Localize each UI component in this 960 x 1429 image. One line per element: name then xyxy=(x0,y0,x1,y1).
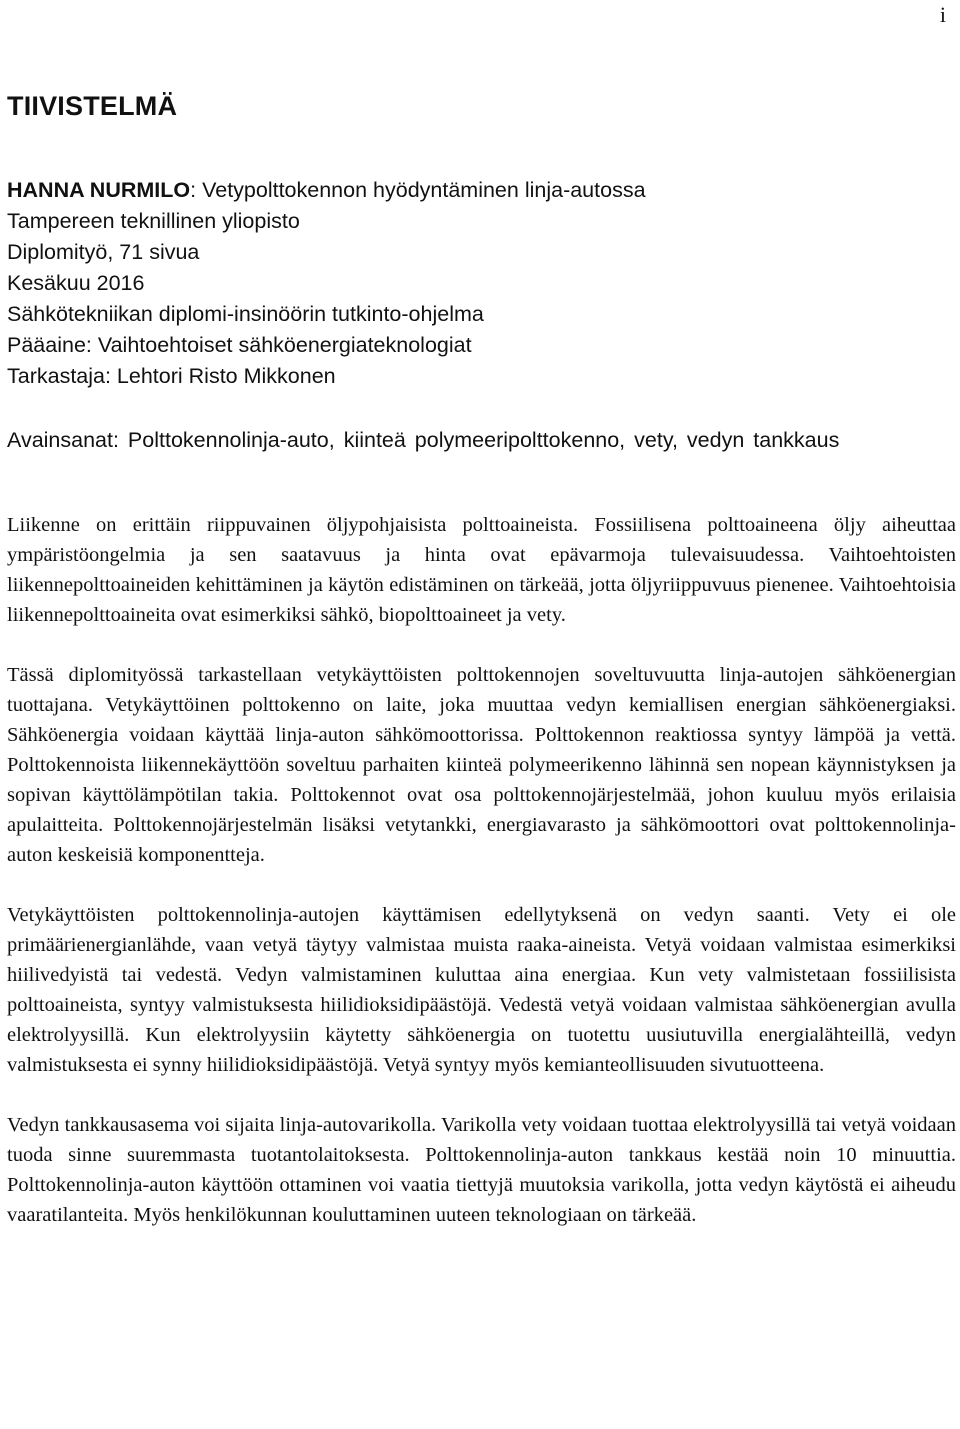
abstract-paragraph: Tässä diplomityössä tarkastellaan vetykäyttöisten polttokennojen soveltuvuutta linja-autojen sähköenergian tuottajana. Vetykäyttöinen polttokenno on laite, joka muuttaa vedyn kemiallisen energian sähköenergiaksi. Sähköenergia voidaan käyttää linja-auton sähkömoottorissa. Polttokennon reaktiossa syntyy lämpöä ja vettä. Polttokennoista liikennekäyttöön soveltuu parhaiten kiinteä polymeerikenno lähinnä sen nopean käynnistyksen ja sopivan käyttölämpötilan takia. Polttokennot ovat osa polttokennojärjestelmää, johon kuuluu myös erilaisia apulaitteita. Polttokennojärjestelmän lisäksi vetytankki, energiavarasto ja sähkömoottori ovat polttokennolinja-auton keskeisiä komponentteja. xyxy=(7,664,956,866)
author-line xyxy=(7,175,956,206)
thesis-type: Diplomityö, 71 sivua xyxy=(7,240,200,264)
major-subject: Pääaine: Vaihtoehtoiset sähköenergiateknologiat xyxy=(7,333,472,357)
abstract-paragraph: Vedyn tankkausasema voi sijaita linja-autovarikolla. Varikolla vety voidaan tuottaa elektrolyysillä tai vetyä voidaan tuoda sinne suuremmasta tuotantolaitoksesta. Polttokennolinja-auton tankkaus kestää noin 10 minuuttia. Polttokennolinja-auton käyttöön ottaminen voi vaatia tiettyjä muutoksia varikolla, jotta vedyn käytöstä ei aiheudu vaaratilanteita. Myös henkilökunnan kouluttaminen uuteen teknologiaan on tärkeää. xyxy=(7,1114,956,1226)
degree-programme: Sähkötekniikan diplomi-insinöörin tutkinto-ohjelma xyxy=(7,302,484,326)
page-number: i xyxy=(939,2,946,27)
page-title: TIIVISTELMÄ xyxy=(7,91,178,121)
thesis-title: : Vetypolttokennon hyödyntäminen linja-autossa xyxy=(190,178,646,202)
thesis-date: Kesäkuu 2016 xyxy=(7,271,145,295)
abstract-paragraph: Liikenne on erittäin riippuvainen öljypohjaisista polttoaineista. Fossiilisena polttoaineena öljy aiheuttaa ympäristöongelmia ja sen saatavuus ja hinta ovat epävarmoja tulevaisuudessa. Vaihtoehtoisten liikennepolttoaineiden kehittäminen ja käytön edistäminen on tärkeää, jotta öljyriippuvuus pienenee. Vaihtoehtoisia liikennepolttoaineita ovat esimerkiksi sähkö, biopolttoaineet ja vety. xyxy=(7,514,956,626)
keywords: Avainsanat: Polttokennolinja-auto, kiinteä polymeeripolttokenno, vety, vedyn tankkaus xyxy=(7,428,840,452)
abstract-text xyxy=(7,510,956,1260)
examiner: Tarkastaja: Lehtori Risto Mikkonen xyxy=(7,364,336,388)
abstract-paragraph: Vetykäyttöisten polttokennolinja-autojen käyttämisen edellytyksenä on vedyn saanti. Vety ei ole primäärienergianlähde, vaan vetyä täytyy valmistaa muista raaka-aineista. Vetyä voidaan valmistaa esimerkiksi hiilivedyistä tai vedestä. Vedyn valmistaminen kuluttaa aina energiaa. Kun vety valmistetaan fossiilisista polttoaineista, syntyy valmistuksesta hiilidioksidipäästöjä. Vedestä vetyä voidaan valmistaa sähköenergian avulla elektrolyysillä. Kun elektrolyysiin käytetty sähköenergia on tuotettu uusiutuvilla energialähteillä, vedyn valmistuksesta ei synny hiilidioksidipäästöjä. Vetyä syntyy myös kemianteollisuuden sivutuotteena. xyxy=(7,904,956,1076)
university: Tampereen teknillinen yliopisto xyxy=(7,209,300,233)
author-name: HANNA NURMILO xyxy=(7,178,191,202)
thesis-metadata xyxy=(7,175,956,392)
